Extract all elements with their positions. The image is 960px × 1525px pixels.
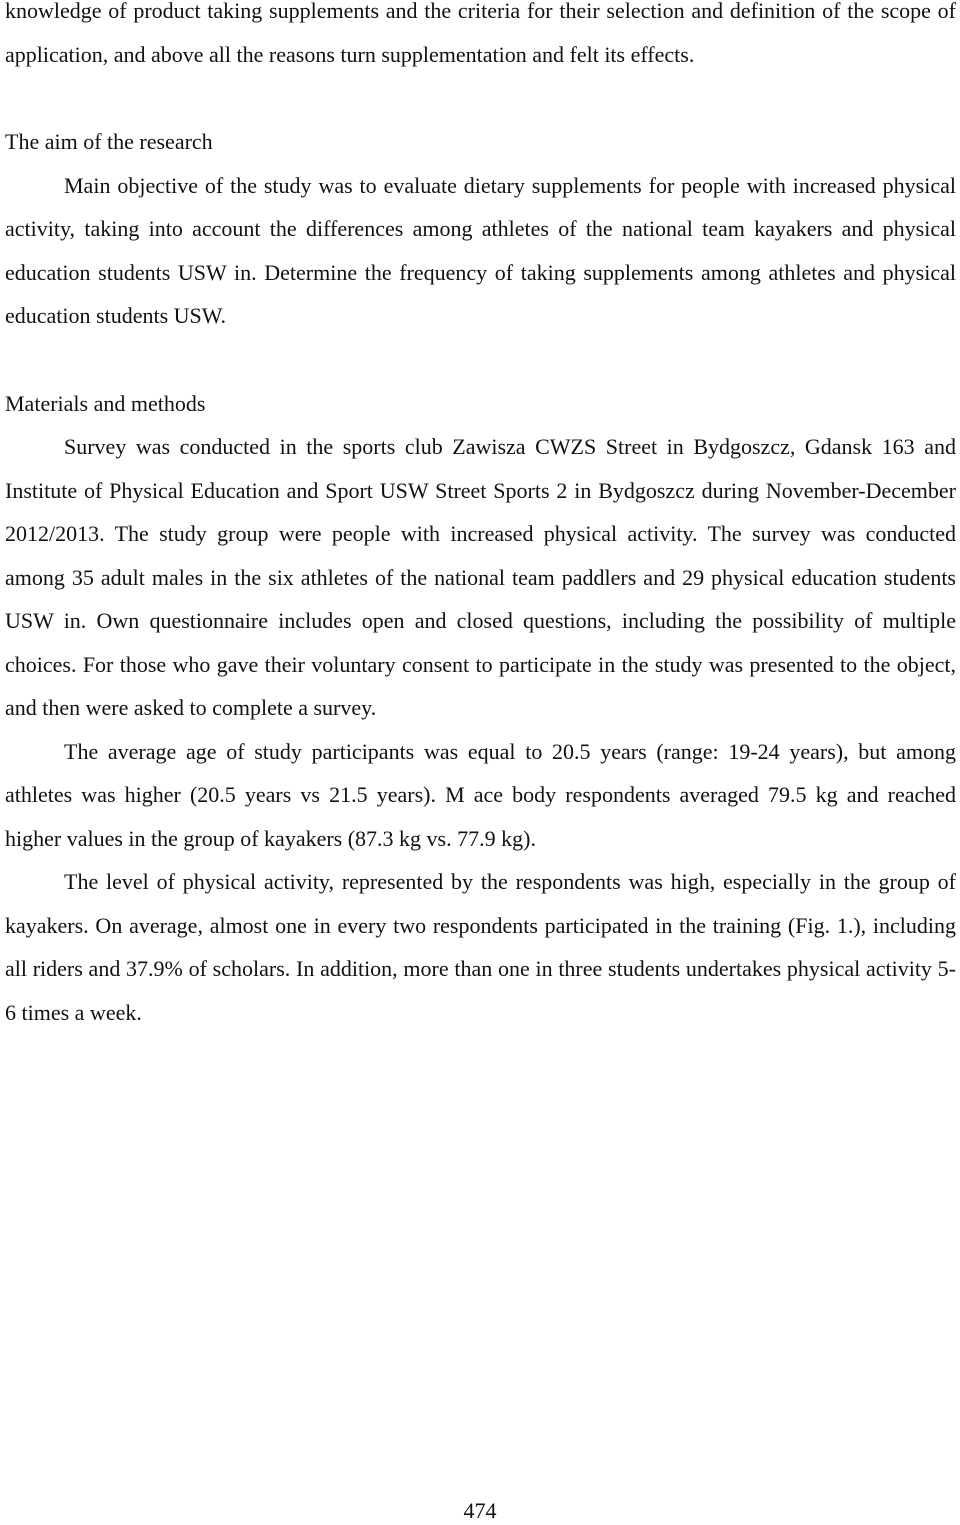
methods-paragraph-survey: Survey was conducted in the sports club Zawisza CWZS Street in Bydgoszcz, Gdansk 163 and Institute of Physical Education and Sport USW Street Sports 2 in Bydgoszcz during November-December 2012/2013. The study group were people with increased physical activity. The survey was conducted among 35 adult males in the six athletes of the national team paddlers and 29 physical education students USW in. Own questionnaire includes open and closed questions, including the possibility of multiple choices. For those who gave their voluntary consent to participate in the study was presented to the object, and then were asked to complete a survey. bbox=[5, 434, 956, 720]
intro-paragraph: knowledge of product taking supplements and the criteria for their selection and definition of the scope of application, and above all the reasons turn supplementation and felt its effects. bbox=[5, 0, 956, 67]
section-heading-aim: The aim of the research bbox=[5, 129, 213, 154]
section-heading-methods: Materials and methods bbox=[5, 390, 206, 416]
page-body bbox=[5, 0, 956, 1034]
aim-paragraph: Main objective of the study was to evaluate dietary supplements for people with increased physical activity, taking into account the differences among athletes of the national team kayakers and physical education students USW in. Determine the frequency of taking supplements among athletes and physical education students USW. bbox=[5, 172, 956, 328]
methods-paragraph-age: The average age of study participants was equal to 20.5 years (range: 19-24 years), but among athletes was higher (20.5 years vs 21.5 years). M ace body respondents averaged 79.5 kg and reached higher values in the group of kayakers (87.3 kg vs. 77.9 kg). bbox=[5, 738, 956, 851]
page-number: 474 bbox=[463, 1498, 497, 1523]
methods-paragraph-activity: The level of physical activity, represented by the respondents was high, especially in the group of kayakers. On average, almost one in every two respondents participated in the training (Fig. 1.), including all riders and 37.9% of scholars. In addition, more than one in three students undertakes physical activity 5-6 times a week. bbox=[5, 869, 956, 1025]
